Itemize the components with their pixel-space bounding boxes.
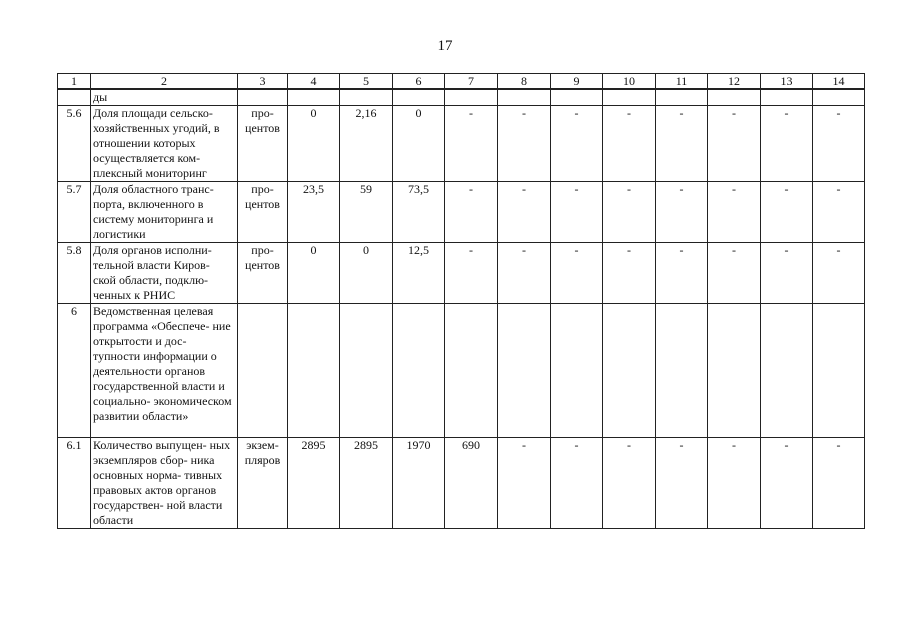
- table-row: [58, 182, 865, 243]
- value-cell: -: [498, 182, 551, 243]
- value-cell: -: [708, 182, 761, 243]
- unit-cell: про- центов: [238, 106, 288, 182]
- table-cell: [340, 89, 393, 106]
- indicators-table: [57, 73, 865, 529]
- value-cell: -: [551, 182, 603, 243]
- value-cell: -: [656, 243, 708, 304]
- indicator-name: Доля областного транс- порта, включенного в систему мониторинга и логистики: [91, 182, 238, 243]
- value-cell: -: [708, 438, 761, 529]
- value-cell: -: [498, 243, 551, 304]
- table-cell: [288, 89, 340, 106]
- row-number: 5.6: [58, 106, 91, 182]
- value-cell: -: [498, 106, 551, 182]
- value-cell: -: [813, 438, 865, 529]
- column-header: 14: [813, 74, 865, 90]
- value-cell: -: [445, 243, 498, 304]
- value-cell: 1970: [393, 438, 445, 529]
- table-row: [58, 243, 865, 304]
- value-cell: [551, 304, 603, 438]
- value-cell: -: [761, 243, 813, 304]
- value-cell: [393, 304, 445, 438]
- value-cell: [445, 304, 498, 438]
- table-cell: [603, 89, 656, 106]
- indicator-name: Ведомственная целевая программа «Обеспече- ние открытости и дос- тупности информации о деятельности органов государственной власти и социально- экономическом развитии области»: [91, 304, 238, 438]
- table-header-row: [58, 74, 865, 90]
- value-cell: -: [551, 438, 603, 529]
- page-number: 17: [437, 38, 453, 54]
- value-cell: [708, 304, 761, 438]
- value-cell: -: [603, 106, 656, 182]
- row-number: 5.8: [58, 243, 91, 304]
- value-cell: [761, 304, 813, 438]
- value-cell: -: [656, 438, 708, 529]
- value-cell: -: [813, 243, 865, 304]
- value-cell: [340, 304, 393, 438]
- value-cell: -: [551, 106, 603, 182]
- value-cell: 2,16: [340, 106, 393, 182]
- unit-cell: про- центов: [238, 182, 288, 243]
- table-cell: [498, 89, 551, 106]
- indicator-name: Доля площади сельско- хозяйственных угодий, в отношении которых осуществляется ком- плексный мониторинг: [91, 106, 238, 182]
- table-cell: [656, 89, 708, 106]
- column-header: 4: [288, 74, 340, 90]
- table-row: [58, 106, 865, 182]
- unit-cell: [238, 304, 288, 438]
- column-header: 2: [91, 74, 238, 90]
- value-cell: 59: [340, 182, 393, 243]
- table-cell: [445, 89, 498, 106]
- value-cell: -: [656, 182, 708, 243]
- column-header: 12: [708, 74, 761, 90]
- row-number: 6: [58, 304, 91, 438]
- indicator-name: Количество выпущен- ных экземпляров сбор- ника основных норма- тивных правовых актов органов государствен- ной власти области: [91, 438, 238, 529]
- row-number: 6.1: [58, 438, 91, 529]
- value-cell: -: [761, 182, 813, 243]
- value-cell: 0: [288, 106, 340, 182]
- value-cell: 0: [288, 243, 340, 304]
- value-cell: 73,5: [393, 182, 445, 243]
- indicator-name: Доля органов исполни- тельной власти Киров- ской области, подклю- ченных к РНИС: [91, 243, 238, 304]
- table-cell: [708, 89, 761, 106]
- value-cell: 12,5: [393, 243, 445, 304]
- column-header: 5: [340, 74, 393, 90]
- table-cell: [393, 89, 445, 106]
- table-cell: [58, 89, 91, 106]
- table-row: [58, 304, 865, 438]
- value-cell: -: [603, 182, 656, 243]
- value-cell: 2895: [288, 438, 340, 529]
- value-cell: -: [813, 106, 865, 182]
- value-cell: [813, 304, 865, 438]
- column-header: 11: [656, 74, 708, 90]
- value-cell: [603, 304, 656, 438]
- value-cell: [656, 304, 708, 438]
- value-cell: -: [708, 243, 761, 304]
- table-cell: [238, 89, 288, 106]
- table-cell: [551, 89, 603, 106]
- value-cell: -: [551, 243, 603, 304]
- column-header: 1: [58, 74, 91, 90]
- column-header: 3: [238, 74, 288, 90]
- row-number: 5.7: [58, 182, 91, 243]
- value-cell: 23,5: [288, 182, 340, 243]
- value-cell: -: [761, 106, 813, 182]
- column-header: 10: [603, 74, 656, 90]
- value-cell: [288, 304, 340, 438]
- table-cell: [761, 89, 813, 106]
- unit-cell: экзем- пляров: [238, 438, 288, 529]
- table-cell: [813, 89, 865, 106]
- column-header: 7: [445, 74, 498, 90]
- value-cell: -: [761, 438, 813, 529]
- value-cell: -: [445, 182, 498, 243]
- value-cell: -: [603, 438, 656, 529]
- column-header: 13: [761, 74, 813, 90]
- unit-cell: про- центов: [238, 243, 288, 304]
- value-cell: -: [445, 106, 498, 182]
- value-cell: 2895: [340, 438, 393, 529]
- continuation-row: [58, 89, 865, 106]
- table-row: [58, 438, 865, 529]
- value-cell: 0: [340, 243, 393, 304]
- column-header: 6: [393, 74, 445, 90]
- column-header: 9: [551, 74, 603, 90]
- value-cell: -: [498, 438, 551, 529]
- value-cell: -: [708, 106, 761, 182]
- value-cell: 0: [393, 106, 445, 182]
- value-cell: -: [656, 106, 708, 182]
- value-cell: 690: [445, 438, 498, 529]
- value-cell: -: [813, 182, 865, 243]
- value-cell: -: [603, 243, 656, 304]
- column-header: 8: [498, 74, 551, 90]
- value-cell: [498, 304, 551, 438]
- continuation-text: ды: [91, 89, 238, 106]
